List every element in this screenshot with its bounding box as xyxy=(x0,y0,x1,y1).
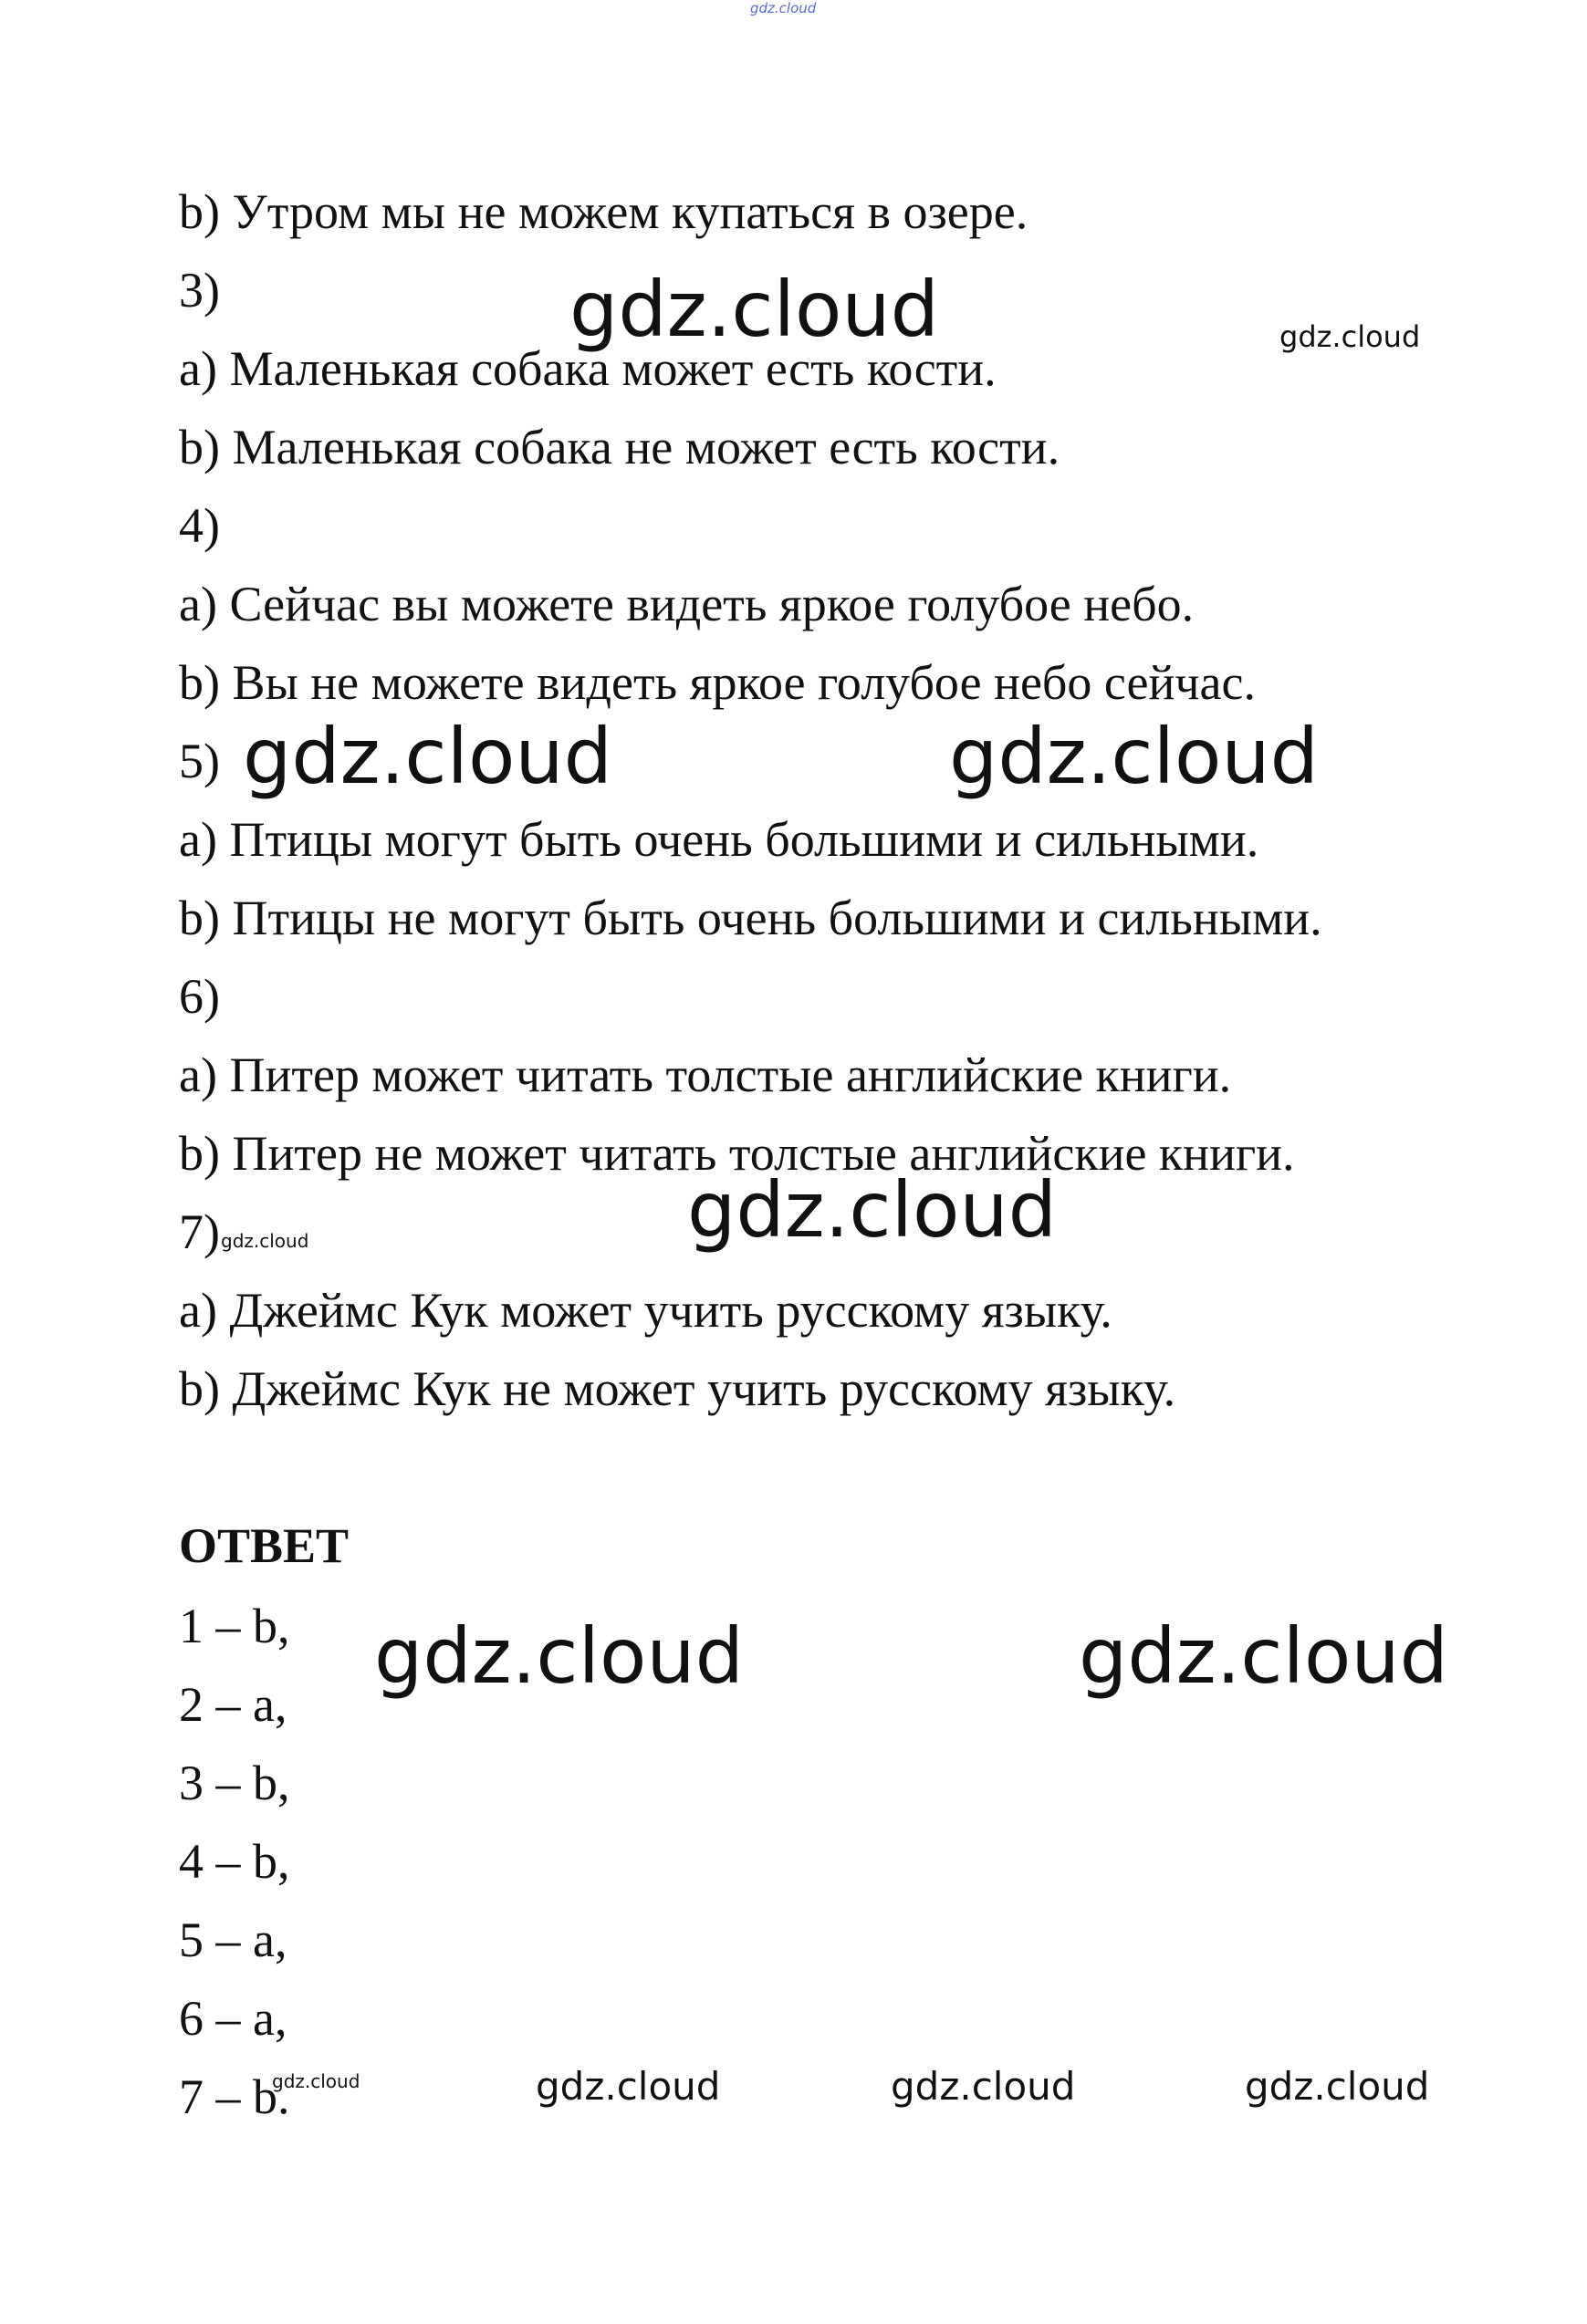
watermark: gdz.cloud xyxy=(569,265,939,354)
exercise-line-5a: a) Птицы могут быть очень большими и сильными. xyxy=(179,812,1259,867)
watermark: gdz.cloud xyxy=(949,712,1319,801)
exercise-number-3: 3) xyxy=(179,263,220,318)
exercise-line-6a: a) Питер может читать толстые английские книги. xyxy=(179,1047,1232,1102)
exercise-line-3b: b) Маленькая собака не может есть кости. xyxy=(179,420,1060,474)
exercise-number-5: 5) xyxy=(179,734,220,788)
exercise-number-7: 7) xyxy=(179,1204,220,1259)
watermark: gdz.cloud xyxy=(374,1611,744,1701)
exercise-line-4a: a) Сейчас вы можете видеть яркое голубое небо. xyxy=(179,577,1195,631)
answer-heading: ОТВЕТ xyxy=(179,1518,350,1573)
exercise-line-4b: b) Вы не можете видеть яркое голубое небо сейчас. xyxy=(179,655,1256,710)
answer-item: 4 – b, xyxy=(179,1834,290,1889)
watermark: gdz.cloud xyxy=(243,712,612,801)
answer-item: 7 – b. xyxy=(179,2069,290,2124)
watermark-top: gdz.cloud xyxy=(750,0,817,16)
answer-item: 5 – a, xyxy=(179,1912,287,1967)
exercise-number-6: 6) xyxy=(179,969,220,1024)
answer-item: 2 – a, xyxy=(179,1677,287,1732)
exercise-line-3a: a) Маленькая собака может есть кости. xyxy=(179,341,997,396)
watermark: gdz.cloud xyxy=(536,2064,721,2109)
watermark: gdz.cloud xyxy=(221,1230,309,1252)
answer-item: 3 – b, xyxy=(179,1756,290,1810)
watermark: gdz.cloud xyxy=(1245,2064,1430,2109)
exercise-line-7b: b) Джеймс Кук не может учить русскому языку. xyxy=(179,1361,1176,1416)
exercise-line-2b: b) Утром мы не можем купаться в озере. xyxy=(179,184,1028,239)
exercise-line-7a: a) Джеймс Кук может учить русскому языку. xyxy=(179,1283,1112,1338)
watermark: gdz.cloud xyxy=(687,1165,1057,1255)
exercise-line-6b: b) Питер не может читать толстые английские книги. xyxy=(179,1126,1295,1181)
watermark: gdz.cloud xyxy=(1279,319,1421,354)
watermark: gdz.cloud xyxy=(891,2064,1076,2109)
watermark: gdz.cloud xyxy=(272,2070,360,2092)
answer-item: 6 – a, xyxy=(179,1991,287,2046)
exercise-line-5b: b) Птицы не могут быть очень большими и сильными. xyxy=(179,891,1322,945)
watermark: gdz.cloud xyxy=(1079,1611,1448,1701)
exercise-number-4: 4) xyxy=(179,498,220,553)
answer-item: 1 – b, xyxy=(179,1599,290,1653)
